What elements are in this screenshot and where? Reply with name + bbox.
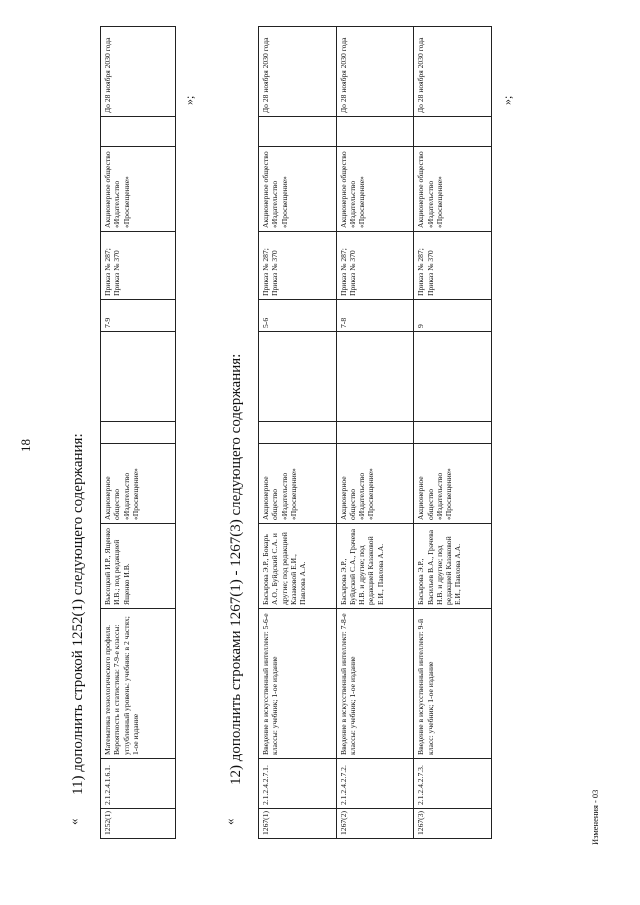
empty-cell [414,117,492,147]
grades-cell: 5-6 [259,300,337,332]
organization-cell: Акционерное общество «Издательство «Просвещение» [414,147,492,232]
table-12 [258,26,492,839]
authors-cell: Басырова Э.Р., Бокарь А.О., Буйдский С.А. и другие; под редакцией Казаковой Е.И., Павлова А.А. [259,524,337,609]
title-cell: Введение в искусственный интеллект: 7-8-е классы: учебник; 1-ое издание [336,609,414,759]
row-number-cell: 1267(1) [259,809,337,839]
orders-cell: Приказ № 287; Приказ № 370 [336,232,414,300]
title-cell: Введение в искусственный интеллект: 5-6-е классы: учебник; 1-ое издание [259,609,337,759]
expiry-cell: До 28 ноября 2030 года [101,27,176,117]
section11-close: »; [182,95,196,105]
code-cell: 2.1.2.4.2.7.2. [336,759,414,809]
empty-cell [259,332,337,422]
authors-cell: Басырова Э.Р., Буйдский С.А., Грачева Н.В. и другие; под редакцией Казаковой Е.И., Павлова А.А. [336,524,414,609]
organization-cell: Акционерное общество «Издательство «Просвещение» [336,147,414,232]
table-11 [100,26,176,839]
organization-cell: Акционерное общество «Издательство «Просвещение» [101,147,176,232]
page-number: 18 [18,439,33,452]
section12-heading: 12) дополнить строками 1267(1) - 1267(3) следующего содержания: [228,353,244,785]
authors-cell: Высоцкий И.Р., Ященко И.В.; под редакцией Ященко И.В. [101,524,176,609]
table-row [101,27,176,839]
grades-cell: 9 [414,300,492,332]
empty-cell [414,422,492,444]
empty-cell [259,117,337,147]
orders-cell: Приказ № 287; Приказ № 370 [101,232,176,300]
expiry-cell: До 28 ноября 2030 года [336,27,414,117]
section12-close: »; [500,95,514,105]
expiry-cell: До 28 ноября 2030 года [259,27,337,117]
row-number-cell: 1267(3) [414,809,492,839]
organization-cell: Акционерное общество «Издательство «Просвещение» [259,147,337,232]
title-cell: Введение в искусственный интеллект: 9-й класс: учебник; 1-ое издание [414,609,492,759]
authors-cell: Басырова Э.Р., Васильев В.А., Грачева Н.В. и другие; под редакцией Казаковой Е.И., Павлова А.А. [414,524,492,609]
page-footer: Изменения - 03 [590,789,600,845]
orders-cell: Приказ № 287; Приказ № 370 [259,232,337,300]
section11-open-quote: « [66,818,81,825]
row-number-cell: 1252(1) [101,809,176,839]
code-cell: 2.1.2.4.1.6.1. [101,759,176,809]
section12-open-quote: « [222,818,237,825]
publisher-cell: Акционерное общество «Издательство «Просвещение» [414,444,492,524]
publisher-cell: Акционерное общество «Издательство «Просвещение» [259,444,337,524]
row-number-cell: 1267(2) [336,809,414,839]
table-row [414,27,492,839]
empty-cell [101,117,176,147]
code-cell: 2.1.2.4.2.7.1. [259,759,337,809]
code-cell: 2.1.2.4.2.7.3. [414,759,492,809]
grades-cell: 7-8 [336,300,414,332]
title-cell: Математика технологического профиля. Вероятность и статистика: 7-9-е классы: углубленный уровень: учебник: в 2 частях; 1-ое издание [101,609,176,759]
table-row [259,27,337,839]
empty-cell [259,422,337,444]
orders-cell: Приказ № 287; Приказ № 370 [414,232,492,300]
grades-cell: 7-9 [101,300,176,332]
expiry-cell: До 28 ноября 2030 года [414,27,492,117]
empty-cell [336,332,414,422]
empty-cell [101,332,176,422]
publisher-cell: Акционерное общество «Издательство «Просвещение» [336,444,414,524]
empty-cell [101,422,176,444]
publisher-cell: Акционерное общество «Издательство «Просвещение» [101,444,176,524]
section11-heading: 11) дополнить строкой 1252(1) следующего содержания: [70,433,86,795]
empty-cell [414,332,492,422]
table-row [336,27,414,839]
empty-cell [336,117,414,147]
empty-cell [336,422,414,444]
